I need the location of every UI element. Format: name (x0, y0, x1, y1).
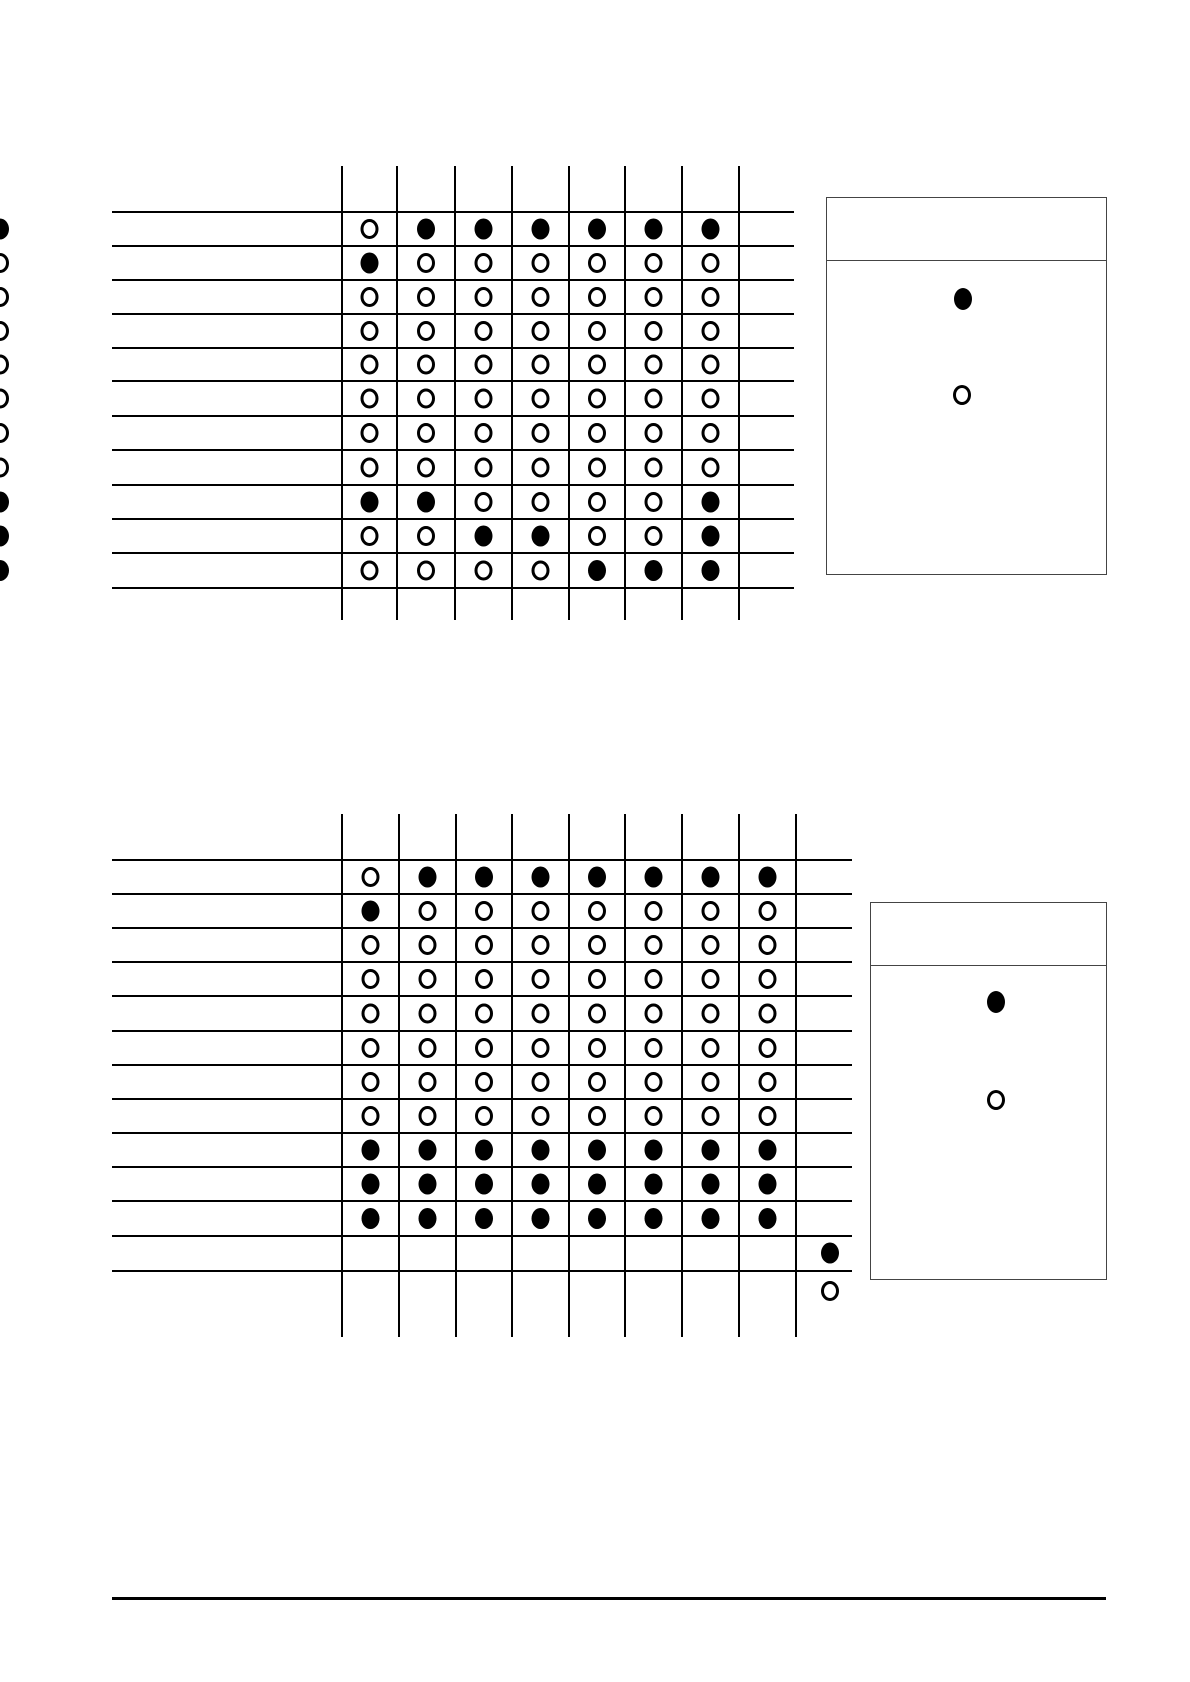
hollow-dot-icon (703, 903, 718, 920)
filled-dot-icon (532, 1140, 550, 1161)
filled-dot-icon (362, 1208, 380, 1229)
filled-dot-icon (419, 1140, 437, 1161)
hollow-dot-icon (590, 1005, 605, 1022)
hollow-dot-icon (363, 869, 378, 886)
hollow-dot-icon (760, 903, 775, 920)
hollow-dot-icon (533, 1005, 548, 1022)
hollow-dot-icon (477, 1005, 492, 1022)
hollow-dot-icon (363, 1040, 378, 1057)
filled-dot-icon (702, 1174, 720, 1195)
hollow-dot-icon (703, 971, 718, 988)
hollow-dot-icon (646, 971, 661, 988)
hollow-dot-icon (590, 1108, 605, 1125)
filled-dot-icon (759, 867, 777, 888)
filled-dot-icon (759, 1140, 777, 1161)
hollow-dot-icon (646, 1074, 661, 1091)
hollow-dot-icon (420, 903, 435, 920)
filled-dot-icon (987, 991, 1005, 1013)
filled-dot-icon (588, 1140, 606, 1161)
hollow-dot-icon (420, 1108, 435, 1125)
hollow-dot-icon (703, 1074, 718, 1091)
filled-dot-icon (475, 1140, 493, 1161)
filled-dot-icon (532, 1174, 550, 1195)
filled-dot-icon (419, 1174, 437, 1195)
hollow-dot-icon (646, 1005, 661, 1022)
hollow-dot-icon (533, 1040, 548, 1057)
hollow-dot-icon (477, 1040, 492, 1057)
hollow-dot-icon (477, 971, 492, 988)
hollow-dot-icon (477, 1074, 492, 1091)
legend-header (827, 198, 1106, 261)
filled-dot-icon (475, 1174, 493, 1195)
legend-box-2 (870, 902, 1107, 1280)
hollow-dot-icon (420, 971, 435, 988)
filled-dot-icon (475, 867, 493, 888)
hollow-dot-icon (363, 1108, 378, 1125)
filled-dot-icon (362, 1174, 380, 1195)
filled-dot-icon (532, 867, 550, 888)
hollow-dot-icon (533, 903, 548, 920)
hollow-dot-icon (760, 937, 775, 954)
hollow-dot-icon (363, 1005, 378, 1022)
hollow-dot-icon (363, 971, 378, 988)
hollow-dot-icon (590, 937, 605, 954)
filled-dot-icon (821, 1243, 839, 1264)
hollow-dot-icon (703, 937, 718, 954)
hollow-dot-icon (533, 971, 548, 988)
filled-dot-icon (645, 1208, 663, 1229)
legend-header (871, 903, 1106, 966)
filled-dot-icon (362, 1140, 380, 1161)
hollow-dot-icon (646, 903, 661, 920)
hollow-dot-icon (760, 971, 775, 988)
hollow-dot-icon (363, 937, 378, 954)
hollow-dot-icon (590, 971, 605, 988)
hollow-dot-icon (703, 1005, 718, 1022)
hollow-dot-icon (533, 1074, 548, 1091)
filled-dot-icon (532, 1208, 550, 1229)
hollow-dot-icon (420, 1074, 435, 1091)
hollow-dot-icon (477, 903, 492, 920)
filled-dot-icon (759, 1208, 777, 1229)
hollow-dot-icon (590, 903, 605, 920)
hollow-dot-icon (646, 1108, 661, 1125)
hollow-dot-icon (590, 1074, 605, 1091)
hollow-dot-icon (533, 1108, 548, 1125)
filled-dot-icon (702, 1140, 720, 1161)
hollow-dot-icon (533, 937, 548, 954)
hollow-dot-icon (760, 1108, 775, 1125)
hollow-dot-icon (703, 1108, 718, 1125)
hollow-dot-icon (590, 1040, 605, 1057)
filled-dot-icon (588, 867, 606, 888)
legend-box-1 (826, 197, 1107, 575)
filled-dot-icon (419, 1208, 437, 1229)
filled-dot-icon (954, 288, 972, 310)
hollow-dot-icon (477, 1108, 492, 1125)
hollow-dot-icon (646, 1040, 661, 1057)
hollow-dot-icon (703, 1040, 718, 1057)
hollow-dot-icon (477, 937, 492, 954)
hollow-dot-icon (953, 385, 971, 405)
hollow-dot-icon (760, 1040, 775, 1057)
hollow-dot-icon (420, 1005, 435, 1022)
hollow-dot-icon (420, 1040, 435, 1057)
filled-dot-icon (645, 1174, 663, 1195)
hollow-dot-icon (987, 1090, 1005, 1110)
hollow-dot-icon (646, 937, 661, 954)
hollow-dot-icon (760, 1074, 775, 1091)
filled-dot-icon (645, 867, 663, 888)
filled-dot-icon (475, 1208, 493, 1229)
hollow-dot-icon (420, 937, 435, 954)
filled-dot-icon (702, 1208, 720, 1229)
footer-rule (112, 1597, 1106, 1600)
filled-dot-icon (645, 1140, 663, 1161)
filled-dot-icon (419, 867, 437, 888)
filled-dot-icon (588, 1174, 606, 1195)
hollow-dot-icon (760, 1005, 775, 1022)
filled-dot-icon (759, 1174, 777, 1195)
hollow-dot-icon (363, 1074, 378, 1091)
filled-dot-icon (362, 901, 380, 922)
filled-dot-icon (588, 1208, 606, 1229)
hollow-dot-icon (823, 1283, 838, 1300)
filled-dot-icon (702, 867, 720, 888)
